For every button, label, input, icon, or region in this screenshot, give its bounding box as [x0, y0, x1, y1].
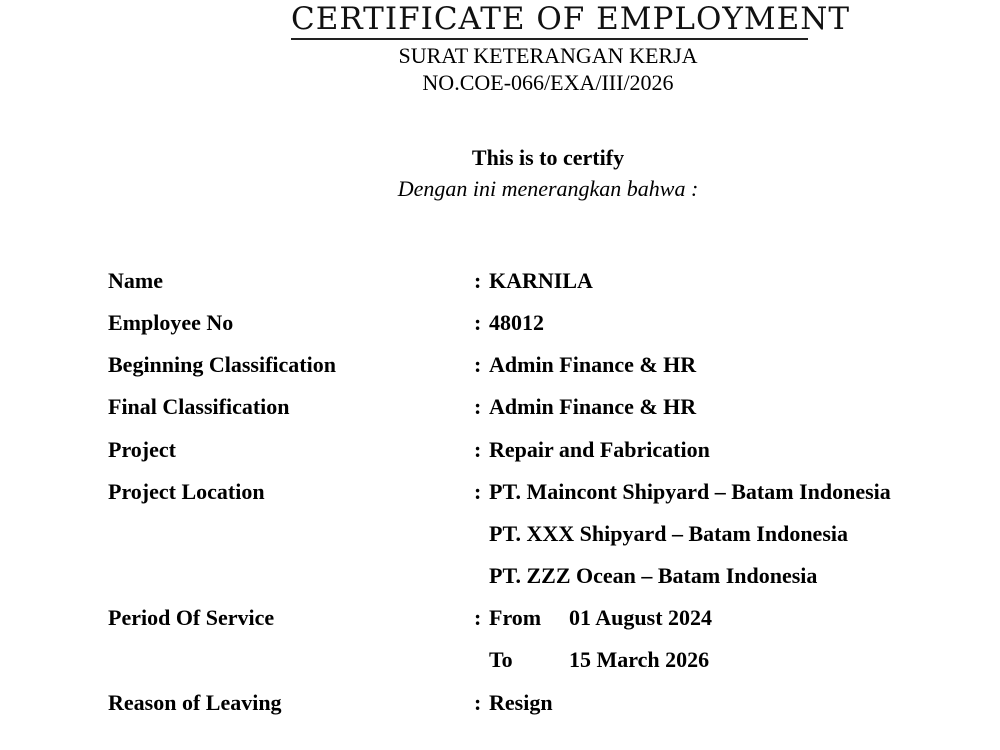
detail-separator: : — [474, 690, 482, 715]
detail-label: Period Of Service — [108, 605, 275, 630]
detail-row-period-to — [0, 645, 1000, 675]
document-title: CERTIFICATE OF EMPLOYMENT — [291, 1, 851, 37]
detail-row-period-from — [0, 603, 1000, 633]
detail-row-beginning-classification — [0, 350, 1000, 380]
detail-separator: : — [474, 479, 482, 504]
detail-value — [489, 645, 709, 675]
detail-row-reason-of-leaving — [0, 688, 1000, 718]
detail-label: Reason of Leaving — [108, 690, 282, 715]
detail-value: Repair and Fabrication — [489, 437, 710, 462]
detail-value: 48012 — [489, 310, 544, 335]
certify-statement-en: This is to certify — [471, 145, 625, 170]
detail-separator: : — [474, 310, 482, 335]
detail-separator: : — [474, 268, 482, 293]
detail-value: PT. ZZZ Ocean – Batam Indonesia — [489, 563, 818, 588]
document-number: NO.COE-066/EXA/III/2026 — [422, 70, 674, 95]
detail-row-name — [0, 266, 1000, 296]
detail-label: Employee No — [108, 310, 234, 335]
period-to-label: To — [489, 647, 513, 672]
detail-value: Resign — [489, 690, 553, 715]
detail-separator: : — [474, 394, 482, 419]
detail-row-final-classification — [0, 392, 1000, 422]
detail-label: Name — [108, 268, 163, 293]
detail-label: Beginning Classification — [108, 352, 336, 377]
detail-row-project — [0, 435, 1000, 465]
detail-separator: : — [474, 605, 482, 630]
certify-statement-id: Dengan ini menerangkan bahwa : — [397, 176, 699, 201]
detail-row-project-location-3 — [0, 561, 1000, 591]
detail-row-project-location-2 — [0, 519, 1000, 549]
detail-label: Final Classification — [108, 394, 290, 419]
detail-value: PT. Maincont Shipyard – Batam Indonesia — [489, 479, 891, 504]
detail-value: KARNILA — [489, 268, 593, 293]
detail-value: PT. XXX Shipyard – Batam Indonesia — [489, 521, 848, 546]
detail-label: Project — [108, 437, 176, 462]
detail-value — [489, 603, 712, 633]
period-from-value: 01 August 2024 — [569, 605, 713, 630]
document-subtitle: SURAT KETERANGAN KERJA — [398, 43, 698, 68]
detail-row-project-location — [0, 477, 1000, 507]
detail-value: Admin Finance & HR — [489, 394, 697, 419]
detail-label: Project Location — [108, 479, 265, 504]
detail-row-employee-no — [0, 308, 1000, 338]
period-to-value: 15 March 2026 — [569, 647, 710, 672]
period-from-label: From — [489, 605, 542, 630]
detail-value: Admin Finance & HR — [489, 352, 697, 377]
detail-separator: : — [474, 437, 482, 462]
detail-separator: : — [474, 352, 482, 377]
title-underline — [291, 38, 808, 40]
